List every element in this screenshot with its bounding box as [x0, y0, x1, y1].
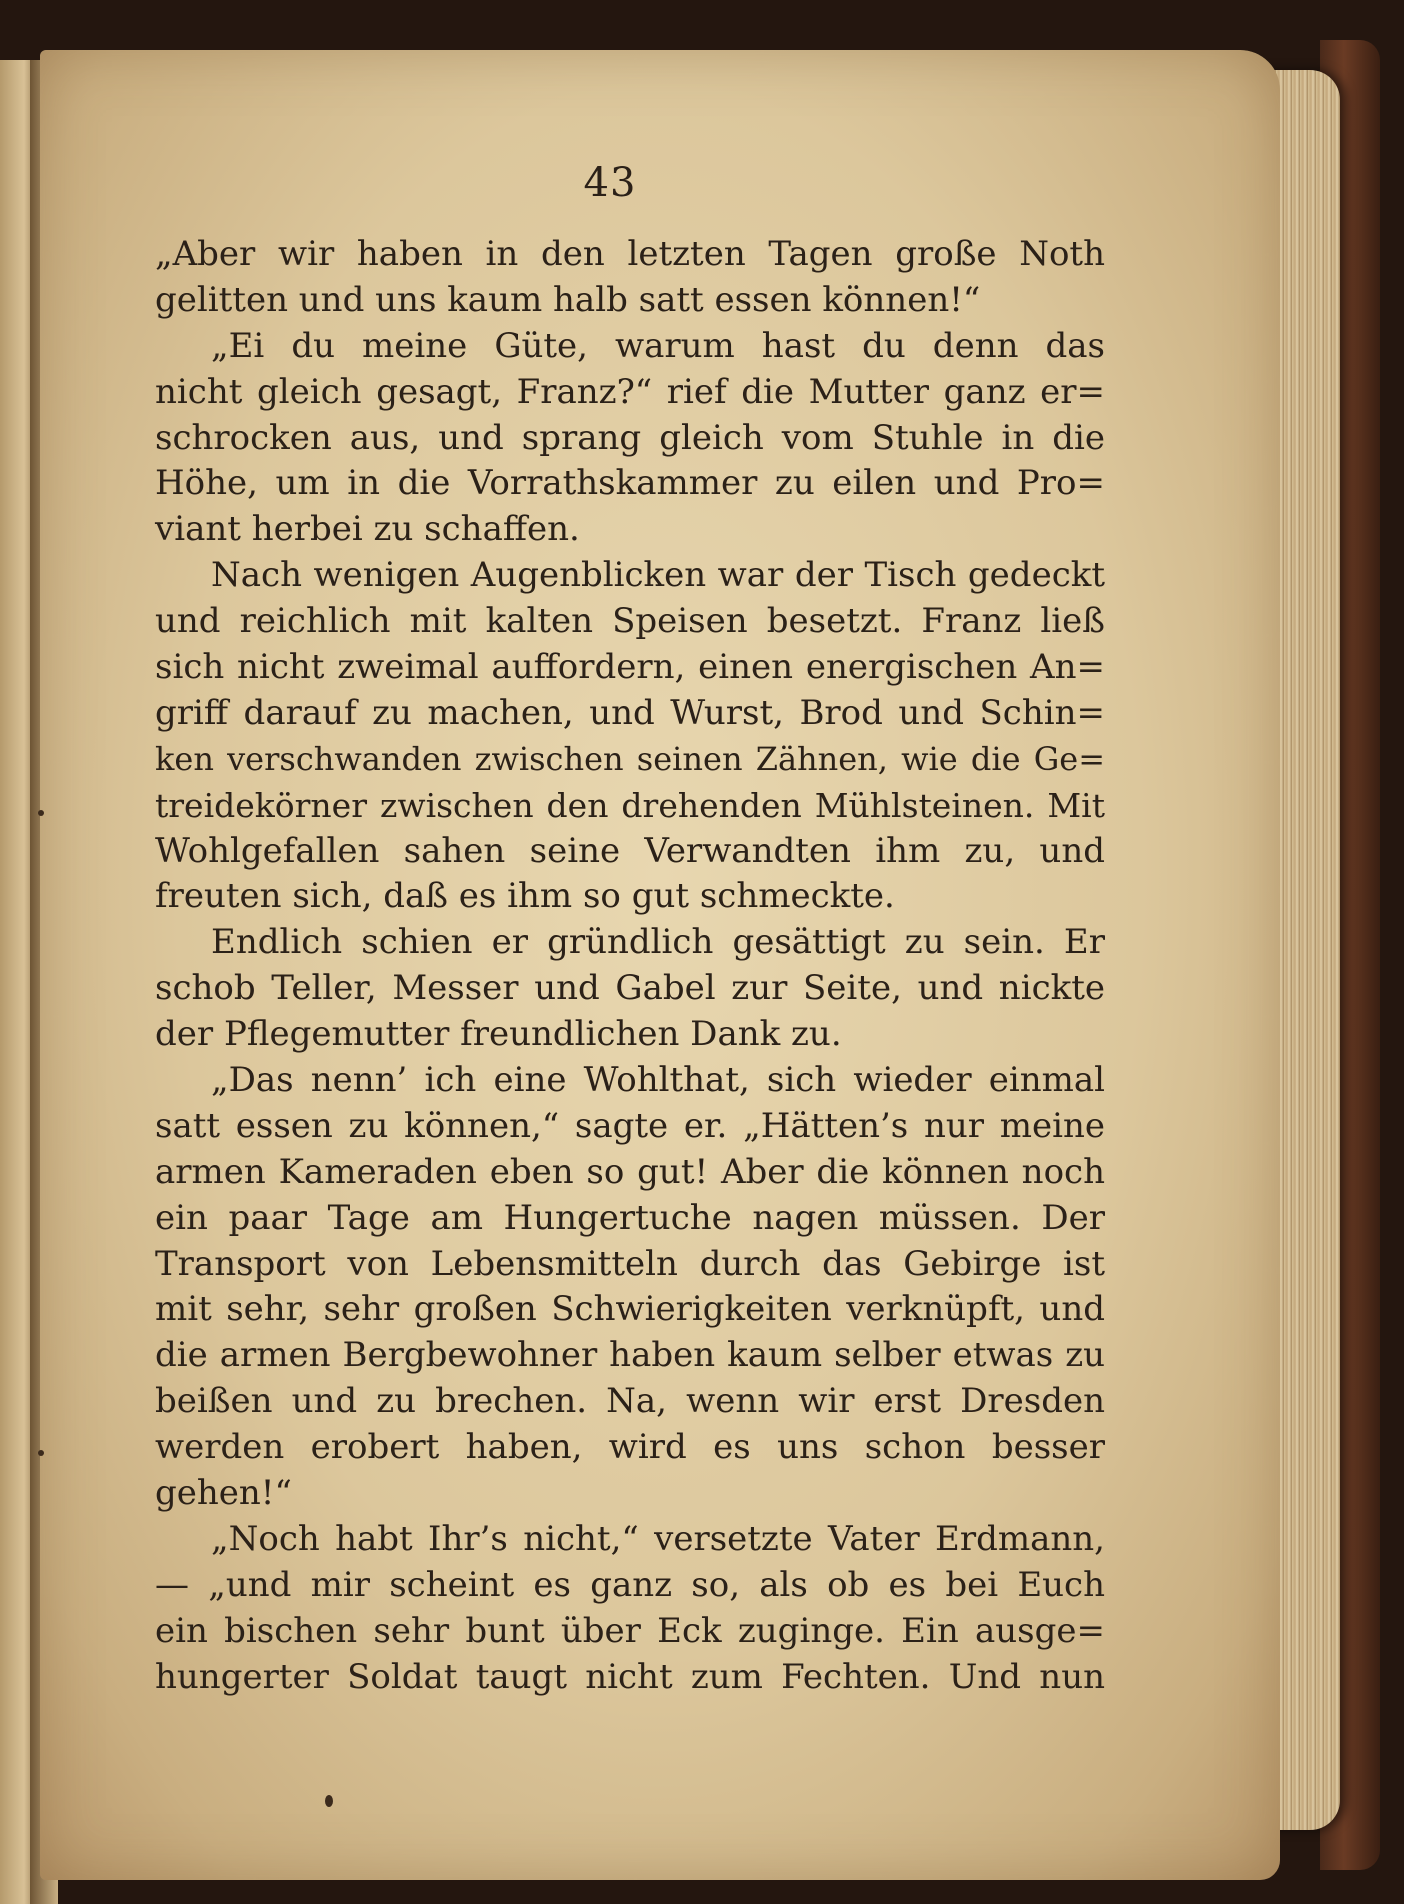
text-line: — „und mir scheint es ganz so, als ob es bei Euch — [155, 1564, 1105, 1605]
text-line: ein paar Tage am Hungertuche nagen müssen. Der — [155, 1197, 1105, 1238]
text-line: sich nicht zweimal auffordern, einen energischen An= — [155, 647, 1105, 688]
text-line: der Pflegemutter freundlichen Dank zu. — [155, 1014, 842, 1055]
page-number: 43 — [583, 160, 637, 206]
text-line: Wohlgefallen sahen seine Verwandten ihm zu, und — [155, 830, 1105, 871]
body-text — [155, 232, 1105, 1701]
text-line: treidekörner zwischen den drehenden Mühlsteinen. Mit — [155, 785, 1105, 825]
text-line: „Ei du meine Güte, warum hast du denn das — [211, 325, 1105, 366]
text-line: mit sehr, sehr großen Schwierigkeiten verknüpft, und — [155, 1289, 1105, 1330]
text-line: Transport von Lebensmitteln durch das Gebirge ist — [155, 1243, 1105, 1284]
text-line: gehen!“ — [155, 1473, 292, 1514]
text-line: „Aber wir haben in den letzten Tagen große Noth — [155, 234, 1105, 274]
text-line: ein bischen sehr bunt über Eck zuginge. Ein ausge= — [155, 1610, 1105, 1651]
text-line: „Das nenn’ ich eine Wohlthat, sich wieder einmal — [211, 1060, 1105, 1101]
text-line: satt essen zu können,“ sagte er. „Hätten’s nur meine — [155, 1105, 1105, 1146]
paper-speck — [325, 1795, 333, 1807]
text-line: hungerter Soldat taugt nicht zum Fechten. Und nun — [155, 1656, 1105, 1697]
text-line: freuten sich, daß es ihm so gut schmeckte. — [155, 876, 895, 917]
text-line: gelitten und uns kaum halb satt essen können!“ — [155, 279, 981, 320]
text-line: nicht gleich gesagt, Franz?“ rief die Mutter ganz er= — [155, 371, 1105, 412]
text-line: schob Teller, Messer und Gabel zur Seite, und nickte — [155, 968, 1105, 1009]
text-line: griff darauf zu machen, und Wurst, Brod und Schin= — [155, 692, 1105, 733]
text-line: ken verschwanden zwischen seinen Zähnen, wie die Ge= — [155, 739, 1105, 778]
paper-speck — [38, 1450, 44, 1456]
text-line: die armen Bergbewohner haben kaum selber etwas zu — [155, 1335, 1105, 1376]
text-line: schrocken aus, und sprang gleich vom Stuhle in die — [155, 417, 1105, 458]
paper-speck — [38, 810, 44, 816]
text-line: beißen und zu brechen. Na, wenn wir erst Dresden — [155, 1381, 1105, 1422]
text-line: werden erobert haben, wird es uns schon besser — [155, 1427, 1105, 1468]
text-line: viant herbei zu schaffen. — [155, 509, 580, 550]
text-line: und reichlich mit kalten Speisen besetzt. Franz ließ — [155, 601, 1105, 642]
text-line: Höhe, um in die Vorrathskammer zu eilen und Pro= — [155, 463, 1105, 504]
text-line: Nach wenigen Augenblicken war der Tisch gedeckt — [211, 555, 1105, 596]
text-line: armen Kameraden eben so gut! Aber die können noch — [155, 1151, 1105, 1192]
text-line: Endlich schien er gründlich gesättigt zu sein. Er — [211, 922, 1105, 963]
text-line: „Noch habt Ihr’s nicht,“ versetzte Vater Erdmann, — [211, 1518, 1105, 1559]
